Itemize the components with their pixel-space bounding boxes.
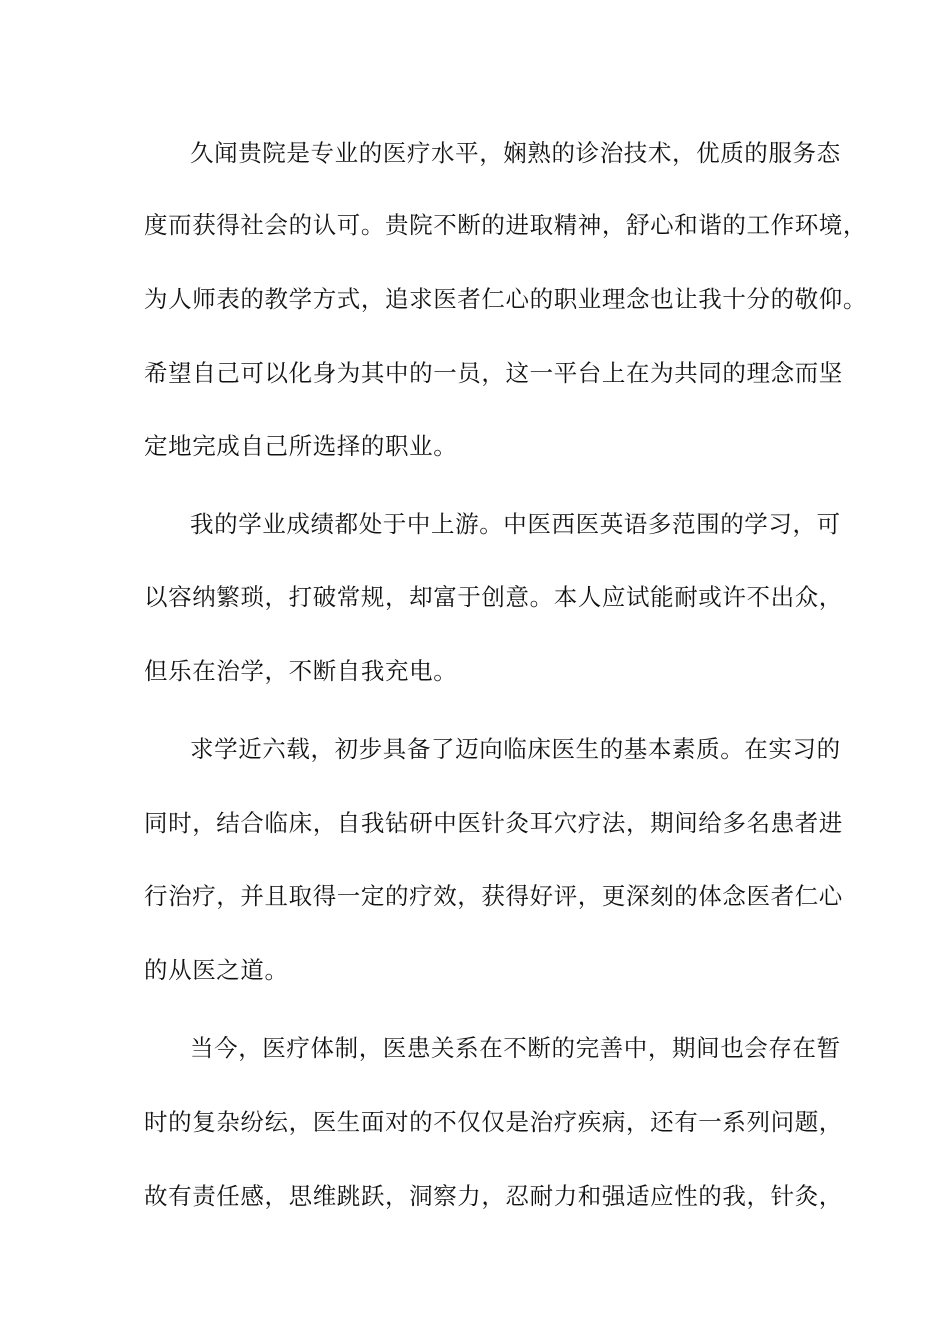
paragraph-2-line-3: 但乐在治学，不断自我充电。: [144, 657, 458, 685]
paragraph-1-line-1: 久闻贵院是专业的医疗水平，娴熟的诊治技术，优质的服务态: [190, 139, 841, 167]
paragraph-3-line-4: 的从医之道。: [144, 956, 289, 984]
paragraph-2-line-1: 我的学业成绩都处于中上游。中医西医英语多范围的学习，可: [190, 510, 841, 538]
paragraph-1-line-3: 为人师表的教学方式，追求医者仁心的职业理念也让我十分的敬仰。: [144, 285, 867, 313]
paragraph-3-line-2: 同时，结合临床，自我钻研中医针灸耳穴疗法，期间给多名患者进: [144, 809, 843, 837]
paragraph-3-line-1: 求学近六载，初步具备了迈向临床医生的基本素质。在实习的: [190, 735, 841, 763]
paragraph-4-line-1: 当今，医疗体制，医患关系在不断的完善中，期间也会存在暂: [190, 1034, 841, 1062]
paragraph-1-line-2: 度而获得社会的认可。贵院不断的进取精神，舒心和谐的工作环境，: [144, 211, 867, 239]
paragraph-2-line-2: 以容纳繁琐，打破常规，却富于创意。本人应试能耐或许不出众，: [144, 583, 843, 611]
paragraph-4-line-3: 故有责任感，思维跳跃，洞察力，忍耐力和强适应性的我，针灸，: [144, 1182, 843, 1210]
paragraph-1-line-4: 希望自己可以化身为其中的一员，这一平台上在为共同的理念而坚: [144, 359, 843, 387]
paragraph-1-line-5: 定地完成自己所选择的职业。: [144, 432, 458, 460]
paragraph-3-line-3: 行治疗，并且取得一定的疗效，获得好评，更深刻的体念医者仁心: [144, 882, 843, 910]
paragraph-4-line-2: 时的复杂纷纭，医生面对的不仅仅是治疗疾病，还有一系列问题，: [144, 1108, 843, 1136]
